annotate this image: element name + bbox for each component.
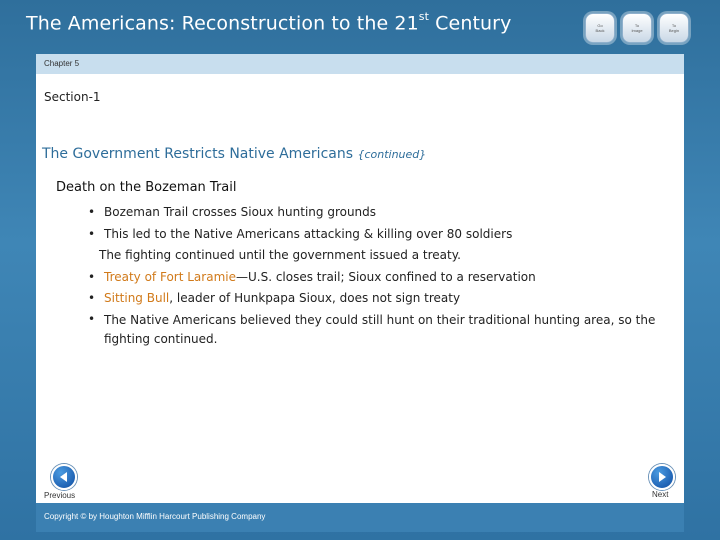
list-item-text: —U.S. closes trail; Sioux confined to a reservation xyxy=(235,269,536,284)
list-item-text: , leader of Hunkpapa Sioux, does not sign treaty xyxy=(169,291,461,305)
list-item xyxy=(88,267,678,289)
previous-button[interactable] xyxy=(51,464,77,490)
bullet-icon: • xyxy=(88,311,96,326)
chapter-label: Chapter 5 xyxy=(44,59,80,68)
list-item-text: The Native Americans believed they could still hunt on their traditional hunting area, so the fighting continued. xyxy=(104,312,656,346)
title-text-end: Century xyxy=(429,12,512,35)
list-item-text: Bozeman Trail crosses Sioux hunting grounds xyxy=(104,205,377,219)
footer-bar xyxy=(36,503,684,532)
button-label: To xyxy=(634,23,640,28)
to-begin-button[interactable] xyxy=(659,13,689,43)
copyright-text: Copyright © by Houghton Mifflin Harcourt Publishing Company xyxy=(44,512,266,521)
left-arrow-icon xyxy=(57,470,71,484)
bullet-icon: • xyxy=(88,291,96,305)
list-item xyxy=(88,288,678,310)
right-arrow-icon xyxy=(655,470,669,484)
list-item xyxy=(88,202,678,224)
list-item xyxy=(88,310,678,349)
button-label: Go xyxy=(597,23,603,28)
button-label: To xyxy=(671,23,677,28)
title-text: The Americans: Reconstruction to the 21 xyxy=(26,12,419,35)
button-label: Back xyxy=(595,28,605,33)
heading-continued: {continued} xyxy=(357,148,427,161)
highlight-link[interactable]: Treaty of Fort Laramie xyxy=(104,269,236,284)
chapter-bar xyxy=(36,54,684,74)
content-panel xyxy=(36,54,684,532)
to-image-button[interactable] xyxy=(622,13,652,43)
go-back-button[interactable] xyxy=(585,13,615,43)
heading-text: The Government Restricts Native Americans xyxy=(42,146,358,162)
bullet-icon: • xyxy=(88,205,96,219)
page-title xyxy=(26,12,511,34)
next-label[interactable]: Next xyxy=(652,490,669,499)
slide-heading xyxy=(42,146,426,162)
title-superscript: st xyxy=(418,10,430,23)
next-button[interactable] xyxy=(649,464,675,490)
highlight-link[interactable]: Sitting Bull xyxy=(104,291,170,305)
subheading: Death on the Bozeman Trail xyxy=(56,180,237,195)
bullet-icon: • xyxy=(88,269,96,284)
list-item xyxy=(88,224,678,246)
button-label: Begin xyxy=(668,28,680,33)
bullet-list xyxy=(88,202,678,349)
button-label: Image xyxy=(631,28,643,33)
list-item xyxy=(88,245,678,267)
list-item-text: This led to the Native Americans attacking & killing over 80 soldiers xyxy=(104,226,513,241)
list-item-text: The fighting continued until the government issued a treaty. xyxy=(99,248,461,262)
bullet-icon: • xyxy=(88,226,96,241)
section-label: Section-1 xyxy=(44,90,101,104)
previous-label[interactable]: Previous xyxy=(44,491,76,500)
